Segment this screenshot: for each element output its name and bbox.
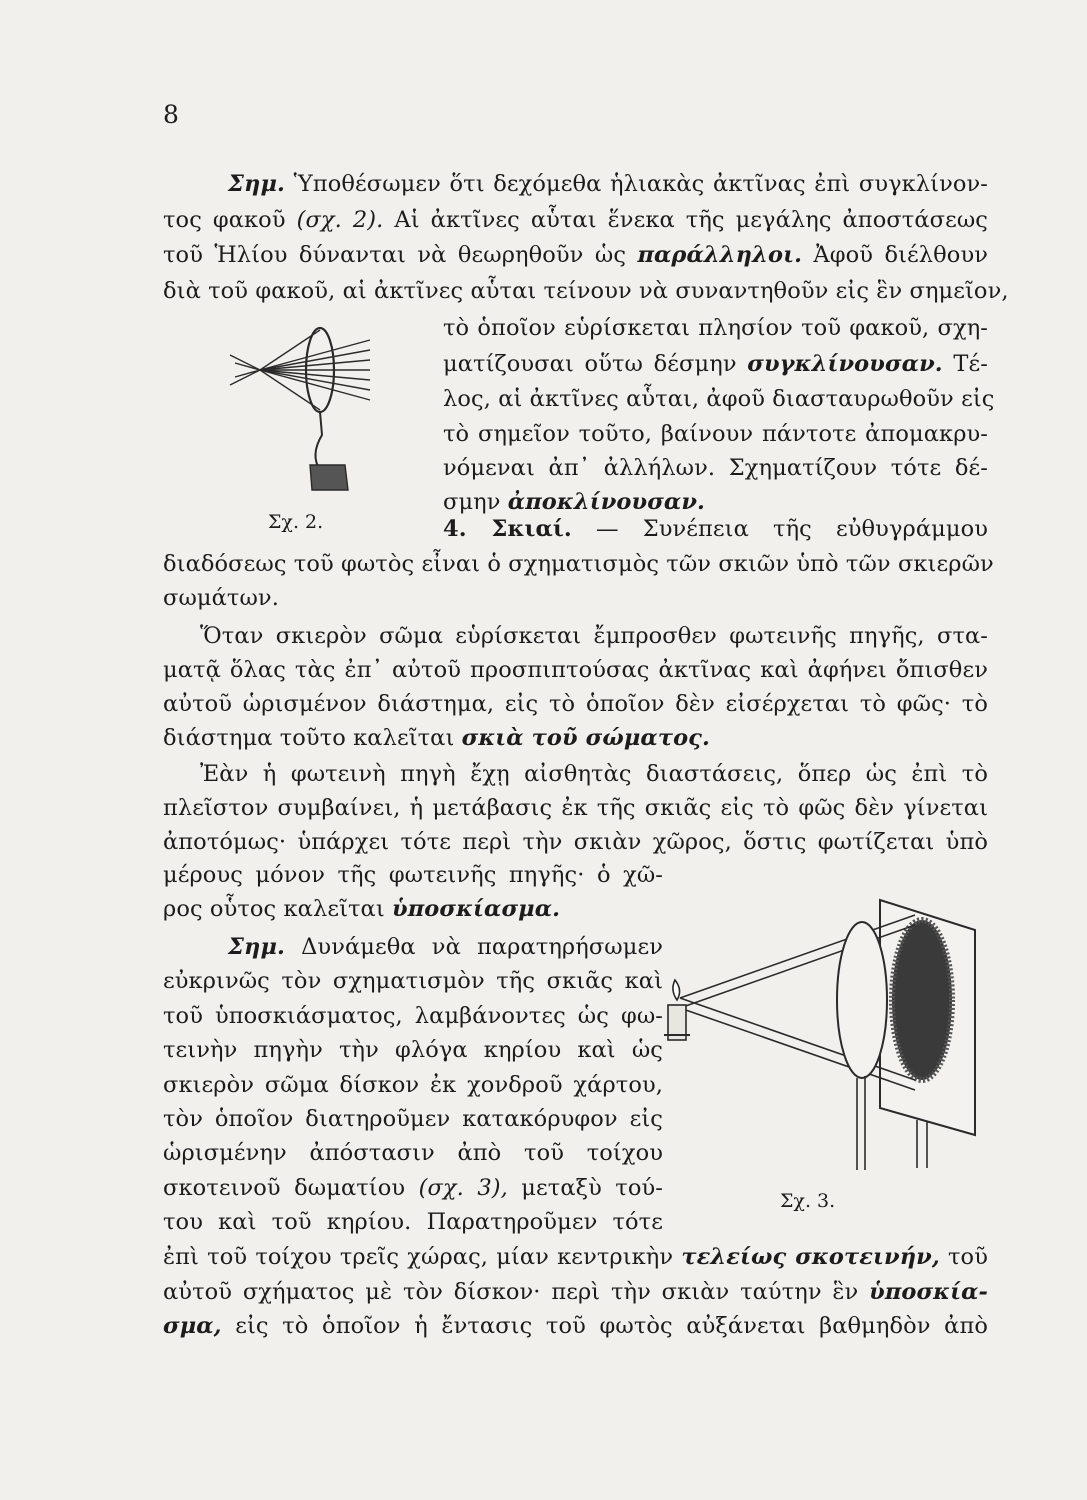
text-line: σωμάτων. <box>163 585 279 611</box>
text-line: τος φακοῦ (σχ. 2). Αἱ ἀκτῖνες αὗται ἕνεκα τῆς μεγάλης ἀποστάσεως <box>163 207 989 233</box>
section-heading-line: 4. Σκιαί. — Συνέπεια τῆς εὐθυγράμμου <box>443 516 988 542</box>
text-line: σκοτεινοῦ δωματίου (σχ. 3), μεταξὺ τού- <box>163 1175 663 1201</box>
figure-3-shadow-diagram <box>660 890 990 1170</box>
text-line: διὰ τοῦ φακοῦ, αἱ ἀκτῖνες αὗται τείνουν νὰ συναντηθοῦν εἰς ἓν σημεῖον, <box>163 278 1009 304</box>
text-line: νόμεναι ἀπ᾽ ἀλλήλων. Σχηματίζουν τότε δέ- <box>443 455 988 481</box>
page-number: 8 <box>163 100 179 129</box>
text-line: του καὶ τοῦ κηρίου. Παρατηροῦμεν τότε <box>163 1209 663 1235</box>
figure-2-lens-diagram <box>220 325 410 505</box>
figure-2-caption: Σχ. 2. <box>268 511 324 533</box>
text-line: Σημ. Ὑποθέσωμεν ὅτι δεχόμεθα ἡλιακὰς ἀκτῖνας ἐπὶ συγκλίνον- <box>228 171 988 197</box>
text-line: σκιερὸν σῶμα δίσκον ἐκ χονδροῦ χάρτου, <box>163 1072 663 1098</box>
text-line: Σημ. Δυνάμεθα νὰ παρατηρήσωμεν <box>228 934 663 960</box>
text-line: τοῦ Ἡλίου δύνανται νὰ θεωρηθοῦν ὡς παράλληλοι. Ἀφοῦ διέλθουν <box>163 242 988 268</box>
text-line: ὡρισμένην ἀπόστασιν ἀπὸ τοῦ τοίχου <box>163 1140 663 1166</box>
text-line: τοῦ ὑποσκιάσματος, λαμβάνοντες ὡς φω- <box>163 1003 663 1029</box>
text-line: ματᾷ ὅλας τὰς ἐπ᾽ αὐτοῦ προσπιπτούσας ἀκτῖνας καὶ ἀφήνει ὄπισθεν <box>163 657 988 683</box>
text-line: πλεῖστον συμβαίνει, ἡ μετάβασις ἐκ τῆς σκιᾶς εἰς τὸ φῶς δὲν γίνεται <box>163 795 988 821</box>
text-line: Ὅταν σκιερὸν σῶμα εὑρίσκεται ἔμπροσθεν φωτεινῆς πηγῆς, στα- <box>200 623 988 649</box>
text-line: αὐτοῦ σχήματος μὲ τὸν δίσκον· περὶ τὴν σκιὰν ταύτην ἓν ὑποσκία- <box>163 1279 988 1305</box>
text-line: διαδόσεως τοῦ φωτὸς εἶναι ὁ σχηματισμὸς τῶν σκιῶν ὑπὸ τῶν σκιερῶν <box>163 551 994 577</box>
text-line: σμην ἀποκλίνουσαν. <box>443 489 705 515</box>
text-line: σμα, εἰς τὸ ὁποῖον ἡ ἔντασις τοῦ φωτὸς αὐξάνεται βαθμηδὸν ἀπὸ <box>163 1313 988 1339</box>
text-line: διάστημα τοῦτο καλεῖται σκιὰ τοῦ σώματος. <box>163 725 710 751</box>
text-line: λος, αἱ ἀκτῖνες αὗται, ἀφοῦ διασταυρωθοῦν εἰς <box>443 386 995 412</box>
text-line: αὐτοῦ ὡρισμένον διάστημα, εἰς τὸ ὁποῖον δὲν εἰσέρχεται τὸ φῶς· τὸ <box>163 691 988 717</box>
text-line: ματίζουσαι οὕτω δέσμην συγκλίνουσαν. Τέ- <box>443 351 988 377</box>
text-line: τὸ ὁποῖον εὑρίσκεται πλησίον τοῦ φακοῦ, σχη- <box>443 315 988 341</box>
text-line: τεινὴν πηγὴν τὴν φλόγα κηρίου καὶ ὡς <box>163 1037 663 1063</box>
text-line: ρος οὗτος καλεῖται ὑποσκίασμα. <box>163 896 561 922</box>
text-line: εὐκρινῶς τὸν σχηματισμὸν τῆς σκιᾶς καὶ <box>163 968 663 994</box>
figure-3-caption: Σχ. 3. <box>780 1190 836 1212</box>
text-line: τὸ σημεῖον τοῦτο, βαίνουν πάντοτε ἀπομακρυ- <box>443 421 988 447</box>
text-line: τὸν ὁποῖον διατηροῦμεν κατακόρυφον εἰς <box>163 1106 663 1132</box>
text-line: ἐπὶ τοῦ τοίχου τρεῖς χώρας, μίαν κεντρικὴν τελείως σκοτεινήν, τοῦ <box>163 1244 988 1270</box>
text-line: μέρους μόνον τῆς φωτεινῆς πηγῆς· ὁ χῶ- <box>163 862 663 888</box>
text-line: Ἐὰν ἡ φωτεινὴ πηγὴ ἔχῃ αἰσθητὰς διαστάσεις, ὅπερ ὡς ἐπὶ τὸ <box>200 761 988 787</box>
text-line: ἀποτόμως· ὑπάρχει τότε περὶ τὴν σκιὰν χῶρος, ὅστις φωτίζεται ὑπὸ <box>163 829 988 855</box>
